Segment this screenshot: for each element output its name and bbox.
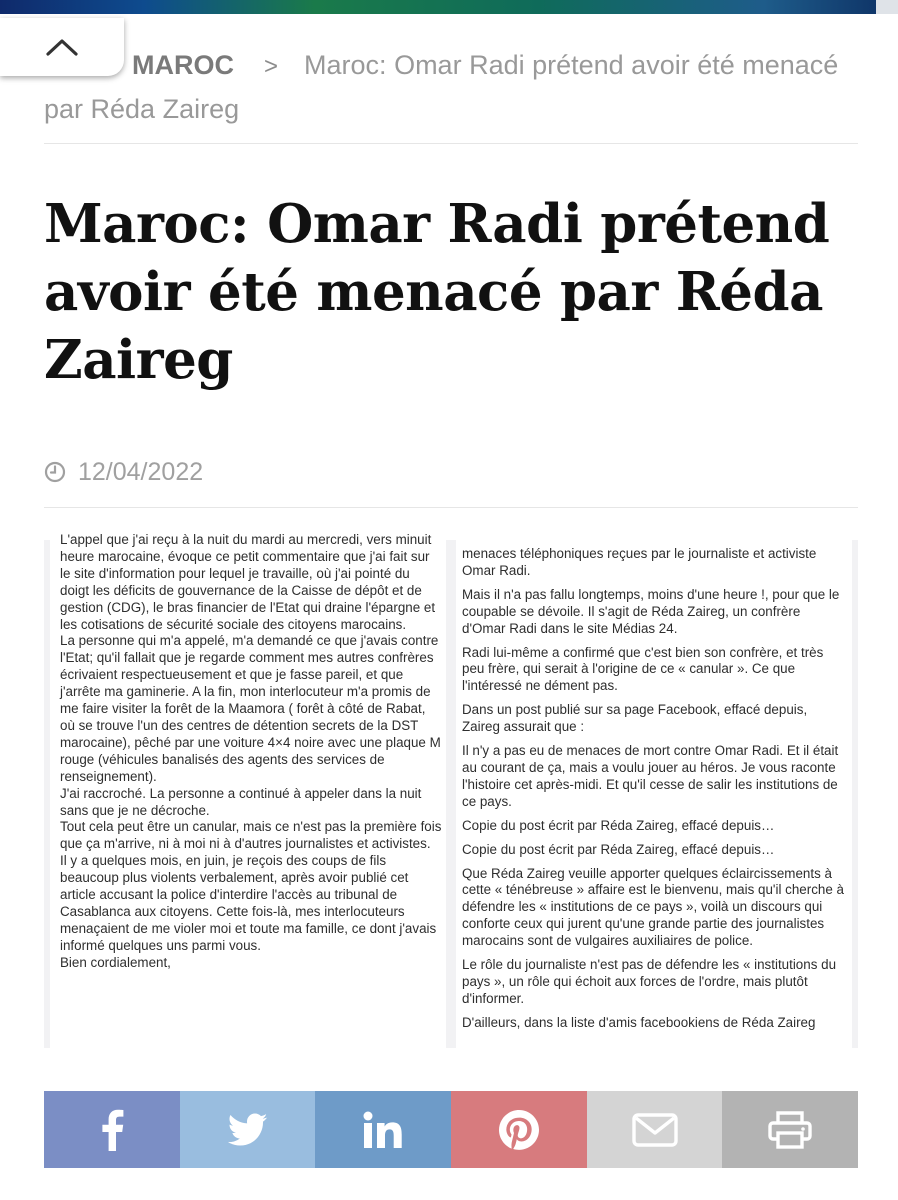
linkedin-icon bbox=[363, 1111, 403, 1149]
article-title: Maroc: Omar Radi prétend avoir été menacé par Réda Zaireg bbox=[44, 193, 830, 391]
chevron-up-icon bbox=[45, 37, 79, 57]
share-email-button[interactable] bbox=[587, 1091, 723, 1168]
breadcrumb-category-link[interactable]: MAROC bbox=[132, 50, 235, 80]
screenshot-paragraph: Tout cela peut être un canular, mais ce n'est pas la première fois que ça m'arrive, ni à moi ni à d'autres journalistes et activistes. bbox=[60, 819, 442, 852]
breadcrumb-separator-icon: > bbox=[264, 53, 279, 80]
screenshot-paragraph: La personne qui m'a appelé, m'a demandé ce que j'avais contre l'Etat; qu'il fallait que je regarde comment mes autres confrères écrivaient respectueusement et que je fasse pareil, et que j'arrête ma gaminerie. A la fin, mon interlocuteur m'a promis de me faire visiter la forêt de la Maamora ( forêt à côté de Rabat, où se trouve l'un des centres de détention secrets de la DST marocaine), pêché par une voiture 4×4 noire avec une plaque M rouge (véhicules banalisés des agents des services de renseignement). bbox=[60, 633, 441, 784]
clock-icon bbox=[44, 461, 66, 483]
screenshot-paragraph: menaces téléphoniques reçues par le journaliste et activiste Omar Radi. bbox=[462, 546, 817, 578]
scroll-to-top-button[interactable] bbox=[0, 18, 124, 76]
printer-icon bbox=[768, 1111, 812, 1149]
screenshot-paragraph: Dans un post publié sur sa page Facebook, effacé depuis, Zaireg assurait que : bbox=[462, 702, 808, 735]
share-pinterest-button[interactable] bbox=[451, 1091, 587, 1168]
screenshot-paragraph: J'ai raccroché. La personne a continué à appeler dans la nuit sans que je ne décroche. bbox=[60, 785, 422, 818]
screenshot-paragraph: Copie du post écrit par Réda Zaireg, effacé depuis… bbox=[462, 841, 775, 857]
article-screenshot-image bbox=[44, 532, 858, 1048]
screenshot-paragraph: Que Réda Zaireg veuille apporter quelques éclaircissements à cette « ténébreuse » affaire est le bienvenu, mais qu'il cherche à défendre les « institutions de ce pays », voilà un discours qui conforte ceux qui jurent qu'une grande partie des journalistes marocains sont de vulgaires auxiliaires de police. bbox=[462, 865, 844, 949]
screenshot-paragraph: D'ailleurs, dans la liste d'amis facebookiens de Réda Zaireg bbox=[462, 1014, 816, 1030]
facebook-icon bbox=[98, 1109, 126, 1151]
share-linkedin-button[interactable] bbox=[315, 1091, 451, 1168]
divider bbox=[44, 507, 858, 508]
breadcrumb-current-page: Maroc: Omar Radi prétend avoir été menacé par Réda Zaireg bbox=[44, 50, 839, 124]
share-twitter-button[interactable] bbox=[180, 1091, 316, 1168]
screenshot-paragraph: Il y a quelques mois, en juin, je reçois des coups de fils beaucoup plus violents verbalement, après avoir publié cet article accusant la police d'interdire l'accès au tribunal de Casablanca aux citoyens. Cette fois-là, mes interlocuteurs menaçaient de me violer moi et toute ma famille, ce dont j'avais informé quelques uns parmi vous. bbox=[60, 853, 437, 953]
screenshot-paragraph: Copie du post écrit par Réda Zaireg, effacé depuis… bbox=[462, 817, 775, 833]
screenshot-paragraph: L'appel que j'ai reçu à la nuit du mardi au mercredi, vers minuit heure marocaine, évoque ce petit commentaire que j'ai fait sur le site d'information pour lequel je travaille, où j'ai pointé du doigt les déficits de gouvernance de la Caisse de dépôt et de gestion (CDG), le bras financier de l'Etat qui draine l'épargne et les cotisations de sécurité sociale des citoyens marocains. bbox=[60, 532, 436, 632]
screenshot-right-column bbox=[456, 540, 852, 1048]
screenshot-paragraph: Il n'y a pas eu de menaces de mort contre Omar Radi. Et il était au courant de ça, mais a voulu jouer au héros. Je vous raconte l'histoire cet après-midi. Et qu'il cesse de salir les institutions de ce pays. bbox=[462, 743, 839, 809]
screenshot-paragraph: Mais il n'a pas fallu longtemps, moins d'une heure !, pour que le coupable se dévoile. Il s'agit de Réda Zaireg, un confrère d'Omar Radi dans le site Médias 24. bbox=[462, 586, 840, 636]
twitter-icon bbox=[228, 1113, 268, 1147]
screenshot-paragraph: Bien cordialement, bbox=[60, 954, 171, 970]
screenshot-left-column bbox=[50, 532, 446, 1048]
envelope-icon bbox=[632, 1113, 678, 1147]
pinterest-icon bbox=[499, 1110, 539, 1150]
share-facebook-button[interactable] bbox=[44, 1091, 180, 1168]
screenshot-paragraph: Le rôle du journaliste n'est pas de défendre les « institutions du pays », un rôle qui échoit aux forces de l'ordre, mais plutôt d'informer. bbox=[462, 957, 837, 1006]
screenshot-paragraph: Radi lui-même a confirmé que c'est bien son confrère, et très peu frère, qui serait à l'origine de ce « canular ». Ce que l'intéressé ne dément pas. bbox=[462, 644, 824, 694]
breadcrumb bbox=[44, 44, 856, 130]
top-banner-ad[interactable] bbox=[0, 0, 898, 14]
share-print-button[interactable] bbox=[722, 1091, 858, 1168]
publish-date-text: 12/04/2022 bbox=[78, 457, 204, 486]
share-bar bbox=[44, 1091, 858, 1168]
publish-date bbox=[44, 455, 203, 489]
ad-close-button[interactable] bbox=[876, 0, 898, 14]
divider bbox=[44, 143, 858, 144]
